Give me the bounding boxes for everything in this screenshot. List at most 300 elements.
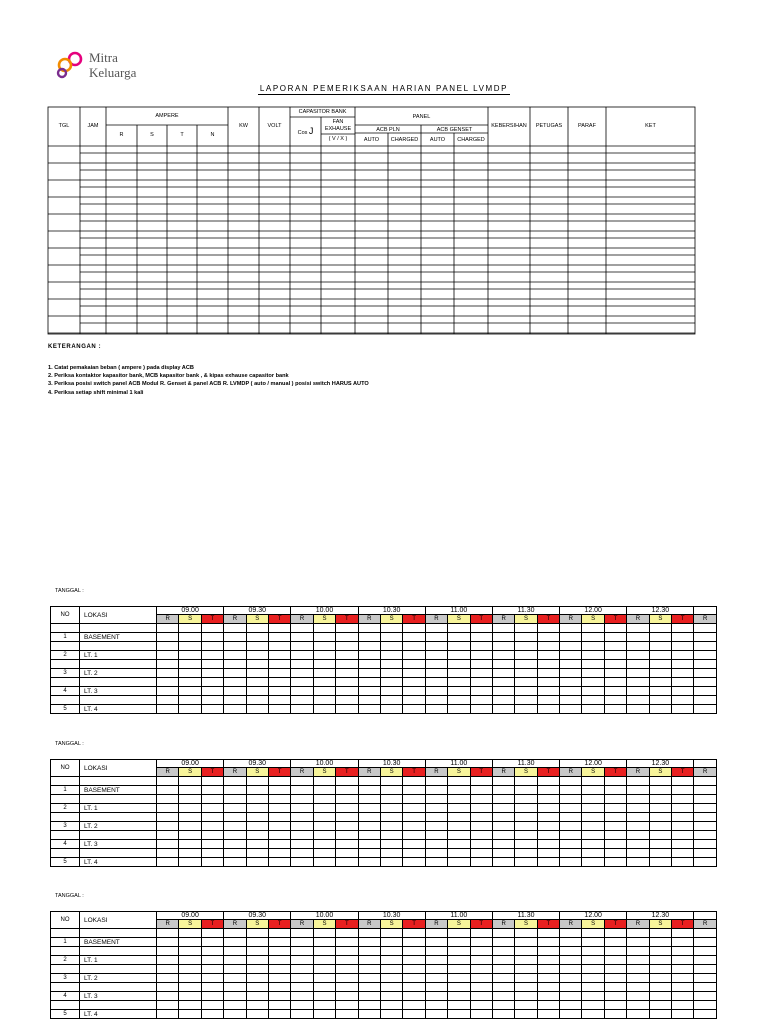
check-cell[interactable]: [515, 651, 537, 660]
check-cell[interactable]: [313, 858, 335, 867]
check-cell[interactable]: [157, 687, 179, 696]
check-cell[interactable]: [448, 992, 470, 1001]
check-cell[interactable]: [313, 974, 335, 983]
check-cell[interactable]: [313, 804, 335, 813]
check-cell[interactable]: [425, 705, 447, 714]
check-cell[interactable]: [358, 1010, 380, 1019]
check-cell[interactable]: [582, 705, 604, 714]
check-cell[interactable]: [672, 687, 694, 696]
check-cell[interactable]: [313, 956, 335, 965]
check-cell[interactable]: [425, 633, 447, 642]
check-cell[interactable]: [336, 822, 358, 831]
check-cell[interactable]: [336, 840, 358, 849]
check-cell[interactable]: [224, 804, 246, 813]
check-cell[interactable]: [582, 669, 604, 678]
check-cell[interactable]: [627, 786, 649, 795]
check-cell[interactable]: [560, 840, 582, 849]
check-cell[interactable]: [268, 992, 290, 1001]
check-cell[interactable]: [649, 633, 671, 642]
check-cell[interactable]: [179, 938, 201, 947]
check-cell[interactable]: [492, 822, 514, 831]
check-cell[interactable]: [537, 822, 559, 831]
check-cell[interactable]: [672, 938, 694, 947]
check-cell[interactable]: [268, 974, 290, 983]
check-cell[interactable]: [380, 956, 402, 965]
check-cell[interactable]: [380, 804, 402, 813]
check-cell[interactable]: [425, 992, 447, 1001]
check-cell[interactable]: [515, 669, 537, 678]
check-cell[interactable]: [313, 633, 335, 642]
check-cell[interactable]: [358, 786, 380, 795]
check-cell[interactable]: [380, 705, 402, 714]
check-cell[interactable]: [268, 858, 290, 867]
check-cell[interactable]: [268, 705, 290, 714]
check-cell[interactable]: [515, 786, 537, 795]
check-cell[interactable]: [448, 840, 470, 849]
check-cell[interactable]: [627, 956, 649, 965]
check-cell[interactable]: [403, 858, 425, 867]
check-cell[interactable]: [157, 858, 179, 867]
check-cell[interactable]: [224, 633, 246, 642]
check-cell[interactable]: [515, 956, 537, 965]
check-cell[interactable]: [358, 858, 380, 867]
check-cell[interactable]: [448, 651, 470, 660]
check-cell[interactable]: [291, 956, 313, 965]
check-cell[interactable]: [470, 1010, 492, 1019]
check-cell[interactable]: [246, 956, 268, 965]
check-cell[interactable]: [268, 840, 290, 849]
check-cell[interactable]: [515, 1010, 537, 1019]
check-cell[interactable]: [582, 974, 604, 983]
check-cell[interactable]: [179, 651, 201, 660]
check-cell[interactable]: [582, 992, 604, 1001]
check-cell[interactable]: [268, 669, 290, 678]
check-cell[interactable]: [537, 687, 559, 696]
check-cell[interactable]: [515, 938, 537, 947]
check-cell[interactable]: [649, 840, 671, 849]
check-cell[interactable]: [470, 822, 492, 831]
check-cell[interactable]: [403, 804, 425, 813]
check-cell[interactable]: [560, 633, 582, 642]
check-cell[interactable]: [649, 822, 671, 831]
check-cell[interactable]: [604, 858, 626, 867]
check-cell[interactable]: [425, 687, 447, 696]
check-cell[interactable]: [672, 651, 694, 660]
check-cell[interactable]: [560, 1010, 582, 1019]
check-cell[interactable]: [448, 956, 470, 965]
check-cell[interactable]: [537, 1010, 559, 1019]
check-cell[interactable]: [448, 705, 470, 714]
check-cell[interactable]: [246, 1010, 268, 1019]
check-cell[interactable]: [268, 633, 290, 642]
check-cell[interactable]: [291, 938, 313, 947]
check-cell[interactable]: [694, 651, 716, 660]
check-cell[interactable]: [470, 804, 492, 813]
check-cell[interactable]: [201, 938, 223, 947]
check-cell[interactable]: [380, 633, 402, 642]
check-cell[interactable]: [380, 786, 402, 795]
check-cell[interactable]: [246, 804, 268, 813]
check-cell[interactable]: [179, 956, 201, 965]
check-cell[interactable]: [268, 822, 290, 831]
check-cell[interactable]: [604, 804, 626, 813]
check-cell[interactable]: [246, 669, 268, 678]
check-cell[interactable]: [336, 858, 358, 867]
check-cell[interactable]: [224, 938, 246, 947]
check-cell[interactable]: [694, 858, 716, 867]
check-cell[interactable]: [470, 956, 492, 965]
check-cell[interactable]: [604, 840, 626, 849]
check-cell[interactable]: [425, 786, 447, 795]
check-cell[interactable]: [672, 956, 694, 965]
check-cell[interactable]: [582, 1010, 604, 1019]
check-cell[interactable]: [672, 974, 694, 983]
check-cell[interactable]: [336, 956, 358, 965]
check-cell[interactable]: [425, 938, 447, 947]
check-cell[interactable]: [380, 992, 402, 1001]
check-cell[interactable]: [537, 633, 559, 642]
check-cell[interactable]: [157, 974, 179, 983]
check-cell[interactable]: [560, 705, 582, 714]
check-cell[interactable]: [672, 1010, 694, 1019]
check-cell[interactable]: [492, 651, 514, 660]
check-cell[interactable]: [448, 858, 470, 867]
check-cell[interactable]: [358, 992, 380, 1001]
check-cell[interactable]: [604, 633, 626, 642]
check-cell[interactable]: [627, 1010, 649, 1019]
check-cell[interactable]: [380, 938, 402, 947]
check-cell[interactable]: [425, 822, 447, 831]
check-cell[interactable]: [448, 633, 470, 642]
check-cell[interactable]: [201, 705, 223, 714]
check-cell[interactable]: [201, 651, 223, 660]
check-cell[interactable]: [403, 974, 425, 983]
check-cell[interactable]: [246, 840, 268, 849]
check-cell[interactable]: [179, 822, 201, 831]
check-cell[interactable]: [425, 804, 447, 813]
check-cell[interactable]: [537, 974, 559, 983]
check-cell[interactable]: [649, 786, 671, 795]
check-cell[interactable]: [492, 687, 514, 696]
check-cell[interactable]: [403, 705, 425, 714]
check-cell[interactable]: [627, 992, 649, 1001]
check-cell[interactable]: [492, 1010, 514, 1019]
check-cell[interactable]: [157, 822, 179, 831]
check-cell[interactable]: [157, 938, 179, 947]
check-cell[interactable]: [336, 992, 358, 1001]
check-cell[interactable]: [560, 992, 582, 1001]
check-cell[interactable]: [291, 651, 313, 660]
check-cell[interactable]: [492, 992, 514, 1001]
check-cell[interactable]: [470, 705, 492, 714]
check-cell[interactable]: [291, 705, 313, 714]
check-cell[interactable]: [560, 804, 582, 813]
check-cell[interactable]: [291, 804, 313, 813]
check-cell[interactable]: [425, 956, 447, 965]
check-cell[interactable]: [537, 938, 559, 947]
check-cell[interactable]: [313, 822, 335, 831]
check-cell[interactable]: [179, 974, 201, 983]
check-cell[interactable]: [201, 1010, 223, 1019]
check-cell[interactable]: [313, 840, 335, 849]
check-cell[interactable]: [649, 858, 671, 867]
check-cell[interactable]: [201, 974, 223, 983]
check-cell[interactable]: [291, 687, 313, 696]
check-cell[interactable]: [403, 1010, 425, 1019]
check-cell[interactable]: [560, 669, 582, 678]
check-cell[interactable]: [425, 1010, 447, 1019]
check-cell[interactable]: [380, 1010, 402, 1019]
check-cell[interactable]: [425, 858, 447, 867]
check-cell[interactable]: [336, 1010, 358, 1019]
check-cell[interactable]: [492, 974, 514, 983]
check-cell[interactable]: [470, 938, 492, 947]
check-cell[interactable]: [224, 822, 246, 831]
check-cell[interactable]: [157, 804, 179, 813]
check-cell[interactable]: [403, 938, 425, 947]
check-cell[interactable]: [560, 687, 582, 696]
check-cell[interactable]: [537, 840, 559, 849]
check-cell[interactable]: [448, 786, 470, 795]
check-cell[interactable]: [403, 651, 425, 660]
check-cell[interactable]: [694, 669, 716, 678]
check-cell[interactable]: [604, 651, 626, 660]
check-cell[interactable]: [291, 669, 313, 678]
check-cell[interactable]: [403, 840, 425, 849]
check-cell[interactable]: [179, 1010, 201, 1019]
check-cell[interactable]: [672, 840, 694, 849]
check-cell[interactable]: [492, 858, 514, 867]
check-cell[interactable]: [268, 956, 290, 965]
check-cell[interactable]: [604, 687, 626, 696]
check-cell[interactable]: [179, 786, 201, 795]
check-cell[interactable]: [448, 974, 470, 983]
check-cell[interactable]: [201, 687, 223, 696]
check-cell[interactable]: [358, 804, 380, 813]
check-cell[interactable]: [604, 1010, 626, 1019]
check-cell[interactable]: [403, 669, 425, 678]
check-cell[interactable]: [470, 992, 492, 1001]
check-cell[interactable]: [582, 938, 604, 947]
check-cell[interactable]: [313, 669, 335, 678]
check-cell[interactable]: [380, 822, 402, 831]
check-cell[interactable]: [560, 956, 582, 965]
check-cell[interactable]: [425, 669, 447, 678]
check-cell[interactable]: [470, 651, 492, 660]
check-cell[interactable]: [201, 822, 223, 831]
check-cell[interactable]: [627, 938, 649, 947]
check-cell[interactable]: [470, 687, 492, 696]
check-cell[interactable]: [694, 633, 716, 642]
check-cell[interactable]: [336, 804, 358, 813]
check-cell[interactable]: [380, 858, 402, 867]
check-cell[interactable]: [246, 974, 268, 983]
check-cell[interactable]: [537, 858, 559, 867]
check-cell[interactable]: [224, 687, 246, 696]
check-cell[interactable]: [268, 651, 290, 660]
check-cell[interactable]: [537, 651, 559, 660]
check-cell[interactable]: [470, 974, 492, 983]
check-cell[interactable]: [649, 974, 671, 983]
check-cell[interactable]: [313, 786, 335, 795]
check-cell[interactable]: [179, 687, 201, 696]
check-cell[interactable]: [492, 633, 514, 642]
check-cell[interactable]: [672, 804, 694, 813]
check-cell[interactable]: [246, 822, 268, 831]
check-cell[interactable]: [179, 840, 201, 849]
check-cell[interactable]: [672, 705, 694, 714]
check-cell[interactable]: [157, 633, 179, 642]
check-cell[interactable]: [470, 840, 492, 849]
check-cell[interactable]: [336, 938, 358, 947]
check-cell[interactable]: [291, 840, 313, 849]
check-cell[interactable]: [336, 786, 358, 795]
check-cell[interactable]: [358, 822, 380, 831]
check-cell[interactable]: [380, 651, 402, 660]
check-cell[interactable]: [268, 687, 290, 696]
check-cell[interactable]: [291, 822, 313, 831]
check-cell[interactable]: [358, 687, 380, 696]
check-cell[interactable]: [582, 822, 604, 831]
check-cell[interactable]: [694, 705, 716, 714]
check-cell[interactable]: [448, 938, 470, 947]
check-cell[interactable]: [358, 651, 380, 660]
check-cell[interactable]: [448, 804, 470, 813]
check-cell[interactable]: [179, 804, 201, 813]
check-cell[interactable]: [313, 705, 335, 714]
check-cell[interactable]: [224, 669, 246, 678]
check-cell[interactable]: [582, 858, 604, 867]
check-cell[interactable]: [604, 938, 626, 947]
check-cell[interactable]: [604, 669, 626, 678]
check-cell[interactable]: [291, 1010, 313, 1019]
check-cell[interactable]: [627, 651, 649, 660]
check-cell[interactable]: [694, 992, 716, 1001]
check-cell[interactable]: [157, 786, 179, 795]
check-cell[interactable]: [291, 633, 313, 642]
check-cell[interactable]: [246, 938, 268, 947]
check-cell[interactable]: [336, 669, 358, 678]
check-cell[interactable]: [179, 992, 201, 1001]
check-cell[interactable]: [649, 669, 671, 678]
check-cell[interactable]: [403, 956, 425, 965]
check-cell[interactable]: [336, 974, 358, 983]
check-cell[interactable]: [649, 705, 671, 714]
check-cell[interactable]: [246, 705, 268, 714]
check-cell[interactable]: [515, 705, 537, 714]
check-cell[interactable]: [649, 687, 671, 696]
check-cell[interactable]: [515, 858, 537, 867]
check-cell[interactable]: [291, 858, 313, 867]
check-cell[interactable]: [179, 858, 201, 867]
check-cell[interactable]: [201, 786, 223, 795]
check-cell[interactable]: [336, 633, 358, 642]
check-cell[interactable]: [560, 938, 582, 947]
check-cell[interactable]: [627, 858, 649, 867]
check-cell[interactable]: [336, 687, 358, 696]
check-cell[interactable]: [246, 786, 268, 795]
check-cell[interactable]: [582, 651, 604, 660]
check-cell[interactable]: [224, 974, 246, 983]
check-cell[interactable]: [627, 687, 649, 696]
check-cell[interactable]: [448, 669, 470, 678]
check-cell[interactable]: [627, 669, 649, 678]
check-cell[interactable]: [627, 633, 649, 642]
check-cell[interactable]: [358, 705, 380, 714]
check-cell[interactable]: [492, 705, 514, 714]
check-cell[interactable]: [358, 938, 380, 947]
check-cell[interactable]: [492, 840, 514, 849]
check-cell[interactable]: [425, 651, 447, 660]
check-cell[interactable]: [470, 786, 492, 795]
check-cell[interactable]: [515, 992, 537, 1001]
check-cell[interactable]: [627, 804, 649, 813]
check-cell[interactable]: [380, 687, 402, 696]
check-cell[interactable]: [694, 956, 716, 965]
check-cell[interactable]: [649, 956, 671, 965]
check-cell[interactable]: [582, 786, 604, 795]
check-cell[interactable]: [246, 633, 268, 642]
check-cell[interactable]: [537, 705, 559, 714]
check-cell[interactable]: [694, 804, 716, 813]
check-cell[interactable]: [560, 651, 582, 660]
check-cell[interactable]: [157, 705, 179, 714]
check-cell[interactable]: [224, 840, 246, 849]
check-cell[interactable]: [582, 687, 604, 696]
check-cell[interactable]: [515, 840, 537, 849]
check-cell[interactable]: [157, 840, 179, 849]
check-cell[interactable]: [358, 669, 380, 678]
check-cell[interactable]: [604, 956, 626, 965]
check-cell[interactable]: [403, 992, 425, 1001]
check-cell[interactable]: [201, 840, 223, 849]
check-cell[interactable]: [313, 687, 335, 696]
check-cell[interactable]: [246, 651, 268, 660]
check-cell[interactable]: [672, 822, 694, 831]
check-cell[interactable]: [537, 669, 559, 678]
check-cell[interactable]: [694, 786, 716, 795]
check-cell[interactable]: [672, 786, 694, 795]
check-cell[interactable]: [582, 840, 604, 849]
check-cell[interactable]: [201, 669, 223, 678]
check-cell[interactable]: [403, 822, 425, 831]
check-cell[interactable]: [201, 633, 223, 642]
check-cell[interactable]: [358, 956, 380, 965]
check-cell[interactable]: [672, 669, 694, 678]
check-cell[interactable]: [224, 786, 246, 795]
check-cell[interactable]: [291, 974, 313, 983]
check-cell[interactable]: [425, 840, 447, 849]
check-cell[interactable]: [470, 633, 492, 642]
check-cell[interactable]: [224, 858, 246, 867]
check-cell[interactable]: [448, 822, 470, 831]
check-cell[interactable]: [492, 669, 514, 678]
check-cell[interactable]: [627, 705, 649, 714]
check-cell[interactable]: [560, 858, 582, 867]
check-cell[interactable]: [291, 992, 313, 1001]
check-cell[interactable]: [246, 992, 268, 1001]
check-cell[interactable]: [336, 705, 358, 714]
check-cell[interactable]: [515, 974, 537, 983]
check-cell[interactable]: [380, 974, 402, 983]
check-cell[interactable]: [425, 974, 447, 983]
check-cell[interactable]: [492, 938, 514, 947]
check-cell[interactable]: [515, 804, 537, 813]
check-cell[interactable]: [582, 956, 604, 965]
check-cell[interactable]: [268, 1010, 290, 1019]
check-cell[interactable]: [694, 974, 716, 983]
check-cell[interactable]: [380, 669, 402, 678]
